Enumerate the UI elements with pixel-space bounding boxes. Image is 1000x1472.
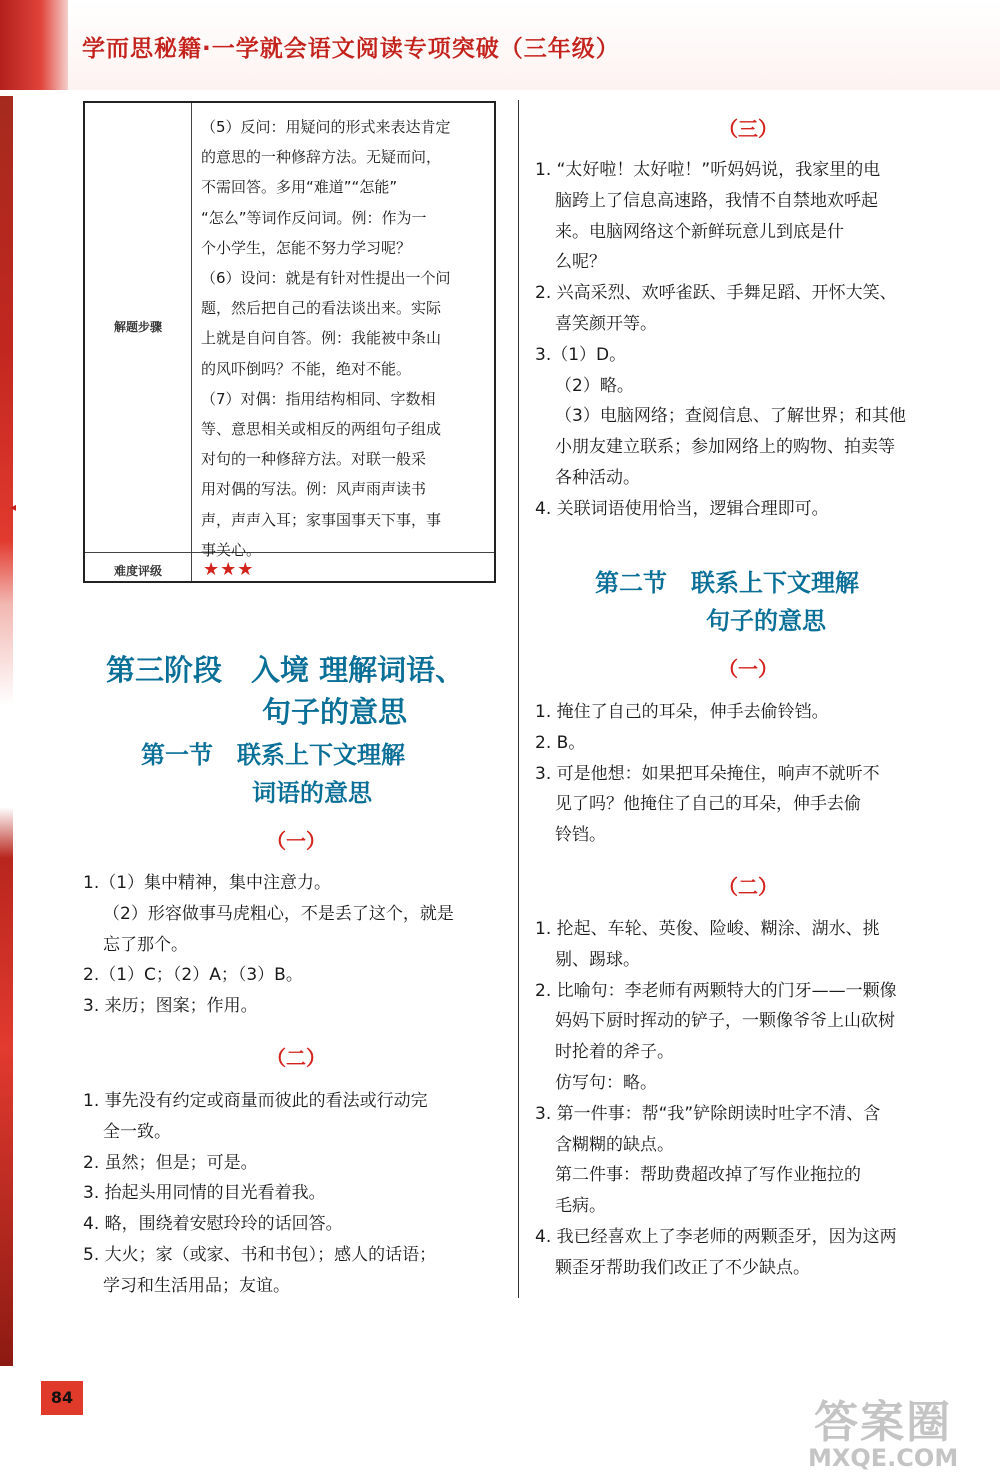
answer-line: 3. 可是他想：如果把耳朵掩住，响声不就听不 bbox=[535, 763, 880, 784]
answer-line: 5. 大火；家（或家、书和书包）；感人的话语； bbox=[83, 1244, 437, 1265]
answer-line: 全一致。 bbox=[103, 1121, 171, 1142]
answer-block bbox=[535, 155, 906, 525]
step-line: 声，声声入耳；家事国事天下事，事 bbox=[201, 510, 442, 529]
stage-title-line2: 句子的意思 bbox=[262, 695, 408, 729]
stage-title-line1: 第三阶段 入境 理解词语、 bbox=[106, 653, 465, 687]
step-label: 解题步骤 bbox=[113, 320, 162, 334]
step-line: （7）对偶：指用结构相同、字数相 bbox=[201, 389, 436, 408]
watermark-logo bbox=[808, 1386, 958, 1472]
step-line: （6）设问：就是有针对性提出一个问 bbox=[201, 269, 451, 288]
answer-line: 3.（1）D。 bbox=[535, 344, 627, 365]
answer-line: 4. 我已经喜欢上了李老师的两颗歪牙，因为这两 bbox=[535, 1226, 897, 1247]
left-color-strip bbox=[0, 96, 13, 1366]
part-label: （三） bbox=[718, 117, 778, 141]
answer-line: 3. 来历；图案；作用。 bbox=[83, 996, 258, 1017]
answer-line: 2. B。 bbox=[535, 732, 586, 753]
answer-block bbox=[535, 697, 880, 851]
answer-line: 3. 第一件事：帮“我”铲除朗读时吐字不清、含 bbox=[535, 1103, 881, 1124]
method-table bbox=[83, 101, 496, 583]
answer-line: 么呢？ bbox=[555, 252, 606, 273]
answer-line: 颗歪牙帮助我们改正了不少缺点。 bbox=[555, 1257, 810, 1278]
step-line: 个小学生，怎能不努力学习呢？ bbox=[201, 238, 412, 257]
step-line: 等、意思相关或相反的两组句子组成 bbox=[201, 420, 442, 439]
answer-line: 小朋友建立联系；参加网络上的购物、拍卖等 bbox=[555, 437, 895, 458]
answer-line: 各种活动。 bbox=[555, 467, 640, 488]
section-title-line1: 第一节 联系上下文理解 bbox=[141, 741, 405, 769]
answer-line: 1. “太好啦！太好啦！”听妈妈说，我家里的电 bbox=[535, 160, 881, 180]
answer-block bbox=[83, 1086, 436, 1302]
answer-line: 2. 兴高采烈、欢呼雀跃、手舞足蹈、开怀大笑、 bbox=[535, 283, 897, 304]
answer-line: 4. 关联词语使用恰当，逻辑合理即可。 bbox=[535, 498, 829, 519]
book-title: 学而思秘籍·一学就会语文阅读专项突破（三年级） bbox=[82, 36, 620, 62]
answer-line: 仿写句：略。 bbox=[555, 1072, 657, 1093]
page-header bbox=[0, 0, 1000, 90]
answer-line: 3. 抬起头用同情的目光看着我。 bbox=[83, 1183, 326, 1204]
answer-block bbox=[535, 914, 897, 1284]
answer-line: 忘了那个。 bbox=[103, 934, 188, 955]
step-line: 的意思的一种修辞方法。无疑而问， bbox=[201, 148, 442, 167]
watermark-bottom: MXQE.COM bbox=[808, 1444, 959, 1472]
step-line: “怎么”等词作反问词。例：作为一 bbox=[201, 208, 427, 227]
part-label: （一） bbox=[718, 657, 778, 681]
answer-line: 时抡着的斧子。 bbox=[555, 1042, 674, 1063]
answer-line: 2. 虽然；但是；可是。 bbox=[83, 1152, 258, 1173]
answer-line: 含糊糊的缺点。 bbox=[555, 1134, 674, 1155]
answer-line: 第二件事：帮助费超改掉了写作业拖拉的 bbox=[555, 1165, 861, 1186]
answer-line: 毛病。 bbox=[555, 1196, 606, 1217]
answer-block bbox=[83, 868, 454, 1022]
difficulty-stars: ★★★ bbox=[203, 559, 255, 580]
part-label: （二） bbox=[718, 875, 778, 899]
answer-line: （2）略。 bbox=[555, 375, 634, 396]
step-content bbox=[201, 112, 491, 565]
answer-line: 1. 掩住了自己的耳朵，伸手去偷铃铛。 bbox=[535, 702, 829, 722]
step-line: 用对偶的写法。例：风声雨声读书 bbox=[201, 480, 427, 499]
step-line: 上就是自问自答。例：我能被中条山 bbox=[201, 329, 442, 348]
step-line: 的风吓倒吗？不能，绝对不能。 bbox=[201, 359, 412, 378]
answer-line: 1.（1）集中精神，集中注意力。 bbox=[83, 873, 332, 893]
section2-title-line1: 第二节 联系上下文理解 bbox=[595, 569, 859, 597]
answer-line: 喜笑颜开等。 bbox=[555, 313, 657, 334]
step-line: 题，然后把自己的看法谈出来。实际 bbox=[201, 299, 442, 318]
header-color-band bbox=[0, 0, 68, 90]
step-line: 事关心。 bbox=[201, 540, 262, 559]
answer-line: 1. 事先没有约定或商量而彼此的看法或行动完 bbox=[83, 1091, 428, 1111]
part-label: （一） bbox=[266, 829, 326, 853]
difficulty-label: 难度评级 bbox=[113, 564, 162, 578]
answer-line: 2.（1）C；（2）A；（3）B。 bbox=[83, 965, 303, 986]
page-number: 84 bbox=[41, 1381, 83, 1415]
step-line: 对句的一种修辞方法。对联一般采 bbox=[201, 450, 427, 469]
answer-line: （3）电脑网络；查阅信息、了解世界；和其他 bbox=[555, 406, 906, 427]
answer-line: （2）形容做事马虎粗心，不是丢了这个，就是 bbox=[103, 903, 454, 924]
answer-line: 脑跨上了信息高速路，我情不自禁地欢呼起 bbox=[555, 190, 878, 211]
column-divider bbox=[518, 100, 519, 1298]
answer-line: 1. 抡起、车轮、英俊、险峻、糊涂、湖水、挑 bbox=[535, 919, 880, 939]
section-title-line2: 词语的意思 bbox=[252, 779, 372, 807]
answer-line: 2. 比喻句：李老师有两颗特大的门牙——一颗像 bbox=[535, 980, 897, 1001]
answer-line: 来。电脑网络这个新鲜玩意儿到底是什 bbox=[555, 221, 844, 242]
side-arrow-icon: ◂ bbox=[10, 500, 17, 514]
answer-line: 妈妈下厨时挥动的铲子，一颗像爷爷上山砍树 bbox=[555, 1011, 895, 1032]
part-label: （二） bbox=[266, 1046, 326, 1070]
answer-line: 剔、踢球。 bbox=[555, 949, 640, 970]
answer-line: 4. 略，围绕着安慰玲玲的话回答。 bbox=[83, 1214, 343, 1235]
answer-line: 见了吗？他掩住了自己的耳朵，伸手去偷 bbox=[555, 794, 861, 815]
step-line: 不需回答。多用“难道”“怎能” bbox=[201, 178, 398, 197]
answer-line: 铃铛。 bbox=[555, 825, 606, 846]
section2-title-line2: 句子的意思 bbox=[706, 607, 826, 635]
watermark-top: 答案圈 bbox=[814, 1397, 953, 1448]
answer-line: 学习和生活用品；友谊。 bbox=[103, 1275, 290, 1296]
step-line: （5）反问：用疑问的形式来表达肯定 bbox=[201, 118, 451, 136]
